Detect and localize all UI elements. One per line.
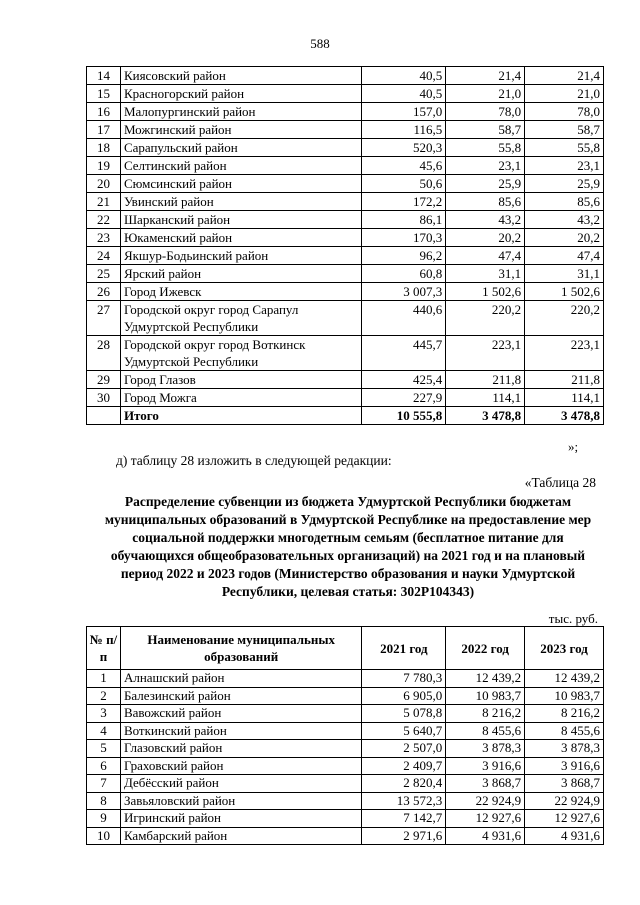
row-number: 20 [87, 175, 121, 193]
value-2021: 170,3 [362, 229, 446, 247]
value-2023: 58,7 [525, 121, 604, 139]
row-number: 18 [87, 139, 121, 157]
municipality-name: Вавожский район [120, 705, 362, 723]
table-row [87, 371, 604, 389]
value-2023: 43,2 [525, 211, 604, 229]
municipality-name: Юкаменский район [120, 229, 362, 247]
total-2021: 10 555,8 [362, 407, 446, 425]
value-2023: 4 931,6 [525, 827, 604, 845]
value-2023: 85,6 [525, 193, 604, 211]
closing-quote-mark: »; [568, 439, 579, 454]
value-2023: 47,4 [525, 247, 604, 265]
municipality-name: Алнашский район [120, 670, 362, 688]
row-number: 4 [87, 722, 121, 740]
value-2022: 58,7 [446, 121, 525, 139]
row-number: 5 [87, 740, 121, 758]
row-number: 23 [87, 229, 121, 247]
table-row [87, 810, 604, 828]
municipality-name: Можгинский район [120, 121, 362, 139]
table-row [87, 757, 604, 775]
header-name: Наименование муниципальных образований [120, 627, 362, 670]
total-2022: 3 478,8 [446, 407, 525, 425]
municipality-name: Киясовский район [120, 67, 362, 85]
value-2021: 40,5 [362, 85, 446, 103]
municipality-name: Завьяловский район [120, 792, 362, 810]
value-2022: 3 916,6 [446, 757, 525, 775]
row-number: 7 [87, 775, 121, 793]
amendment-instruction: д) таблицу 28 изложить в следующей редакции: [116, 453, 392, 468]
row-number: 24 [87, 247, 121, 265]
value-2023: 8 455,6 [525, 722, 604, 740]
municipality-name: Воткинский район [120, 722, 362, 740]
value-2022: 10 983,7 [446, 687, 525, 705]
value-2022: 55,8 [446, 139, 525, 157]
row-number: 29 [87, 371, 121, 389]
table-row [87, 792, 604, 810]
value-2023: 12 927,6 [525, 810, 604, 828]
row-number: 14 [87, 67, 121, 85]
value-2021: 60,8 [362, 265, 446, 283]
table-row [87, 157, 604, 175]
value-2021: 3 007,3 [362, 283, 446, 301]
header-2021: 2021 год [362, 627, 446, 670]
value-2022: 22 924,9 [446, 792, 525, 810]
value-2023: 211,8 [525, 371, 604, 389]
row-number: 3 [87, 705, 121, 723]
value-2022: 31,1 [446, 265, 525, 283]
table-row [87, 103, 604, 121]
value-2022: 47,4 [446, 247, 525, 265]
municipality-name: Игринский район [120, 810, 362, 828]
row-number: 15 [87, 85, 121, 103]
value-2021: 40,5 [362, 67, 446, 85]
table-row [87, 229, 604, 247]
row-number: 25 [87, 265, 121, 283]
municipality-name: Глазовский район [120, 740, 362, 758]
municipality-name: Городской округ город Сарапул Удмуртской Республики [120, 301, 362, 336]
municipality-name: Балезинский район [120, 687, 362, 705]
table-row [87, 775, 604, 793]
value-2023: 78,0 [525, 103, 604, 121]
value-2021: 2 507,0 [362, 740, 446, 758]
value-2023: 114,1 [525, 389, 604, 407]
table-row [87, 193, 604, 211]
table-row [87, 389, 604, 407]
row-number: 19 [87, 157, 121, 175]
value-2022: 8 216,2 [446, 705, 525, 723]
value-2023: 12 439,2 [525, 670, 604, 688]
table-row [87, 67, 604, 85]
value-2022: 211,8 [446, 371, 525, 389]
table-header-row [87, 627, 604, 670]
row-number: 10 [87, 827, 121, 845]
value-2023: 25,9 [525, 175, 604, 193]
value-2021: 6 905,0 [362, 687, 446, 705]
row-number: 16 [87, 103, 121, 121]
value-2022: 25,9 [446, 175, 525, 193]
table-row [87, 265, 604, 283]
row-number: 30 [87, 389, 121, 407]
value-2022: 220,2 [446, 301, 525, 336]
row-number: 21 [87, 193, 121, 211]
table-row [87, 211, 604, 229]
value-2021: 440,6 [362, 301, 446, 336]
municipality-name: Городской округ город Воткинск Удмуртской Республики [120, 336, 362, 371]
total-number [87, 407, 121, 425]
municipality-name: Ярский район [120, 265, 362, 283]
value-2023: 3 868,7 [525, 775, 604, 793]
value-2021: 86,1 [362, 211, 446, 229]
row-number: 1 [87, 670, 121, 688]
value-2022: 8 455,6 [446, 722, 525, 740]
value-2023: 220,2 [525, 301, 604, 336]
row-number: 26 [87, 283, 121, 301]
value-2022: 4 931,6 [446, 827, 525, 845]
value-2021: 425,4 [362, 371, 446, 389]
value-2023: 31,1 [525, 265, 604, 283]
value-2021: 2 409,7 [362, 757, 446, 775]
value-2023: 21,4 [525, 67, 604, 85]
row-number: 22 [87, 211, 121, 229]
value-2022: 78,0 [446, 103, 525, 121]
table-row [87, 85, 604, 103]
value-2023: 55,8 [525, 139, 604, 157]
table-row [87, 336, 604, 371]
value-2023: 1 502,6 [525, 283, 604, 301]
value-2022: 223,1 [446, 336, 525, 371]
value-2021: 45,6 [362, 157, 446, 175]
value-2021: 96,2 [362, 247, 446, 265]
value-2022: 85,6 [446, 193, 525, 211]
table-row [87, 705, 604, 723]
subvention-table-28 [86, 626, 604, 845]
value-2023: 10 983,7 [525, 687, 604, 705]
table-title: Распределение субвенции из бюджета Удмуртской Республики бюджетам муниципальных образований в Удмуртской Республике на предоставление мер социальной поддержки многодетным семьям (бесплатное питание для обучающихся общеобразовательных организаций) на 2021 год и на плановый период 2022 и 2023 годов (Министерство образования и науки Удмуртской Республики, целевая статья: 302P104343) [104, 494, 592, 599]
value-2022: 21,4 [446, 67, 525, 85]
value-2021: 172,2 [362, 193, 446, 211]
municipality-name: Увинский район [120, 193, 362, 211]
header-number: № п/п [87, 627, 121, 670]
value-2022: 12 927,6 [446, 810, 525, 828]
municipality-name: Город Глазов [120, 371, 362, 389]
value-2021: 2 820,4 [362, 775, 446, 793]
value-2021: 7 780,3 [362, 670, 446, 688]
table-row [87, 121, 604, 139]
table-row [87, 740, 604, 758]
value-2022: 1 502,6 [446, 283, 525, 301]
header-2023: 2023 год [525, 627, 604, 670]
municipality-name: Камбарский район [120, 827, 362, 845]
value-2022: 23,1 [446, 157, 525, 175]
value-2023: 3 878,3 [525, 740, 604, 758]
value-2022: 21,0 [446, 85, 525, 103]
value-2022: 3 868,7 [446, 775, 525, 793]
value-2022: 114,1 [446, 389, 525, 407]
value-2021: 5 640,7 [362, 722, 446, 740]
value-2023: 20,2 [525, 229, 604, 247]
municipality-name: Селтинский район [120, 157, 362, 175]
row-number: 2 [87, 687, 121, 705]
value-2021: 157,0 [362, 103, 446, 121]
value-2022: 43,2 [446, 211, 525, 229]
value-2023: 3 916,6 [525, 757, 604, 775]
table-row [87, 687, 604, 705]
value-2022: 12 439,2 [446, 670, 525, 688]
value-2021: 116,5 [362, 121, 446, 139]
total-2023: 3 478,8 [525, 407, 604, 425]
municipality-name: Малопургинский район [120, 103, 362, 121]
table-row [87, 283, 604, 301]
page-number: 588 [310, 36, 330, 51]
value-2021: 50,6 [362, 175, 446, 193]
value-2023: 22 924,9 [525, 792, 604, 810]
total-label: Итого [120, 407, 362, 425]
row-number: 28 [87, 336, 121, 371]
row-number: 8 [87, 792, 121, 810]
value-2021: 227,9 [362, 389, 446, 407]
total-row [87, 407, 604, 425]
value-2021: 13 572,3 [362, 792, 446, 810]
row-number: 6 [87, 757, 121, 775]
table-label: «Таблица 28 [524, 475, 596, 490]
value-2023: 223,1 [525, 336, 604, 371]
value-2023: 8 216,2 [525, 705, 604, 723]
table-row [87, 175, 604, 193]
municipality-name: Город Можга [120, 389, 362, 407]
row-number: 27 [87, 301, 121, 336]
value-2021: 7 142,7 [362, 810, 446, 828]
table-row [87, 247, 604, 265]
subvention-table-continued [86, 66, 604, 425]
table-row [87, 827, 604, 845]
value-2021: 2 971,6 [362, 827, 446, 845]
municipality-name: Дебёсский район [120, 775, 362, 793]
value-2023: 23,1 [525, 157, 604, 175]
table-row [87, 670, 604, 688]
municipality-name: Якшур-Бодьинский район [120, 247, 362, 265]
municipality-name: Сарапульский район [120, 139, 362, 157]
table-row [87, 301, 604, 336]
row-number: 17 [87, 121, 121, 139]
value-2021: 5 078,8 [362, 705, 446, 723]
municipality-name: Красногорский район [120, 85, 362, 103]
header-2022: 2022 год [446, 627, 525, 670]
municipality-name: Шарканский район [120, 211, 362, 229]
value-2021: 520,3 [362, 139, 446, 157]
value-2022: 20,2 [446, 229, 525, 247]
municipality-name: Граховский район [120, 757, 362, 775]
table-row [87, 722, 604, 740]
municipality-name: Сюмсинский район [120, 175, 362, 193]
units-label: тыс. руб. [548, 611, 598, 626]
value-2021: 445,7 [362, 336, 446, 371]
value-2023: 21,0 [525, 85, 604, 103]
value-2022: 3 878,3 [446, 740, 525, 758]
municipality-name: Город Ижевск [120, 283, 362, 301]
row-number: 9 [87, 810, 121, 828]
table-row [87, 139, 604, 157]
